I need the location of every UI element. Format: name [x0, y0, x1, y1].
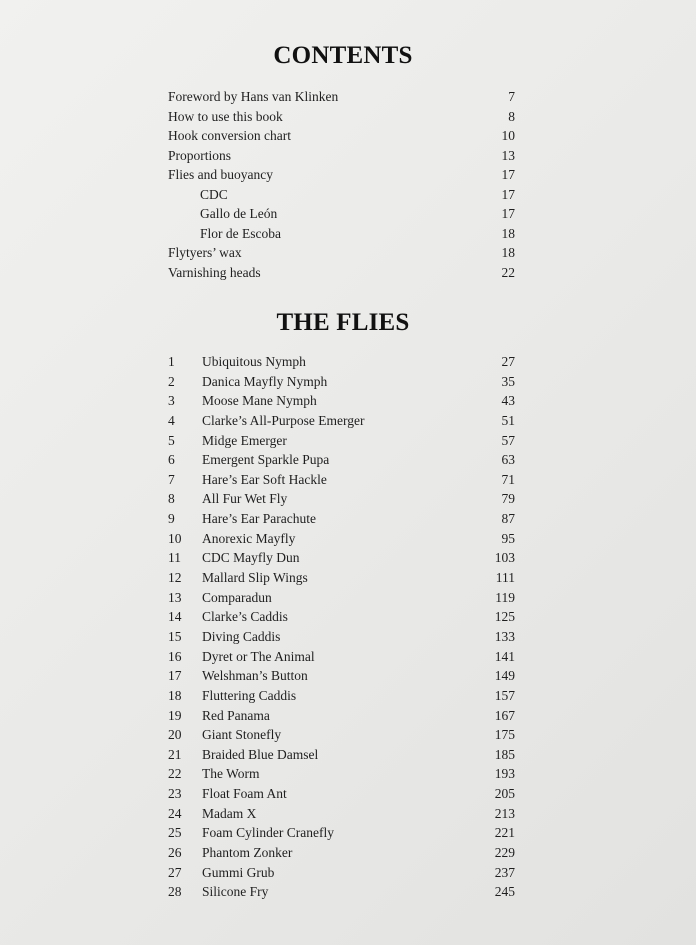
fly-entry — [168, 431, 516, 451]
fly-title: Danica Mayfly Nymph — [202, 373, 328, 389]
fly-title: Phantom Zonker — [202, 845, 293, 861]
toc-entry-title: Flytyers’ wax — [168, 245, 242, 260]
fly-page: 125 — [494, 609, 515, 625]
toc-entry-title: Proportions — [168, 147, 232, 163]
fly-page: 213 — [494, 805, 515, 821]
fly-page: 229 — [494, 845, 515, 861]
fly-number: 10 — [168, 530, 182, 546]
fly-page: 103 — [494, 550, 515, 566]
fly-number: 9 — [168, 511, 175, 527]
toc-entry-page: 7 — [508, 89, 515, 104]
fly-title: All Fur Wet Fly — [202, 491, 288, 507]
fly-entry — [168, 804, 516, 824]
fly-entry — [168, 882, 516, 902]
toc-entry — [168, 107, 516, 127]
fly-number: 8 — [168, 491, 175, 507]
toc-entry — [168, 243, 516, 263]
fly-page: 175 — [494, 727, 515, 743]
fly-page: 35 — [501, 373, 515, 389]
toc-entry-page: 18 — [501, 225, 515, 241]
fly-number: 1 — [168, 354, 175, 369]
fly-entry — [168, 568, 516, 588]
fly-title: Ubiquitous Nymph — [202, 354, 306, 369]
fly-entry — [168, 509, 516, 529]
toc-entry-page: 18 — [501, 245, 515, 260]
fly-page: 167 — [494, 707, 515, 723]
fly-number: 16 — [168, 648, 182, 664]
toc-entry-title: Varnishing heads — [168, 264, 261, 280]
fly-number: 14 — [168, 609, 182, 625]
fly-number: 19 — [168, 707, 182, 723]
fly-title: Welshman’s Button — [202, 668, 308, 684]
toc-entry — [168, 146, 516, 166]
fly-title: Hare’s Ear Parachute — [202, 511, 316, 527]
fly-number: 13 — [168, 589, 182, 605]
toc-entry-title: Gallo de León — [200, 206, 278, 221]
flies-list — [168, 352, 516, 902]
fly-page: 111 — [495, 570, 515, 586]
fly-title: Giant Stonefly — [202, 727, 282, 743]
fly-page: 193 — [494, 766, 515, 782]
fly-entry — [168, 529, 516, 549]
fly-entry — [168, 627, 516, 647]
fly-entry — [168, 725, 516, 745]
contents-heading: CONTENTS — [273, 42, 413, 69]
fly-entry — [168, 764, 516, 784]
fly-title: Midge Emerger — [202, 432, 287, 448]
toc-subentry — [168, 204, 516, 224]
fly-title: Fluttering Caddis — [202, 687, 297, 703]
fly-title: Comparadun — [202, 589, 272, 605]
fly-entry — [168, 843, 516, 863]
fly-number: 6 — [168, 452, 175, 468]
fly-number: 24 — [168, 805, 182, 821]
fly-entry — [168, 391, 516, 411]
fly-title: Red Panama — [202, 707, 270, 723]
toc-entry-page: 22 — [501, 264, 515, 280]
fly-number: 28 — [168, 884, 182, 900]
flies-heading: THE FLIES — [276, 309, 410, 336]
fly-page: 27 — [501, 354, 515, 369]
fly-number: 20 — [168, 727, 182, 743]
fly-entry — [168, 352, 516, 372]
fly-title: Madam X — [202, 805, 257, 821]
contents-list — [168, 87, 516, 282]
fly-title: Foam Cylinder Cranefly — [202, 825, 334, 841]
fly-entry — [168, 823, 516, 843]
fly-page: 87 — [501, 511, 515, 527]
fly-entry — [168, 372, 516, 392]
toc-entry — [168, 87, 516, 107]
fly-number: 4 — [168, 412, 175, 428]
fly-entry — [168, 588, 516, 608]
fly-page: 43 — [501, 393, 515, 409]
fly-page: 221 — [494, 825, 515, 841]
fly-entry — [168, 863, 516, 883]
fly-page: 149 — [494, 668, 515, 684]
fly-title: Moose Mane Nymph — [202, 393, 317, 409]
fly-entry — [168, 411, 516, 431]
fly-entry — [168, 686, 516, 706]
fly-entry — [168, 647, 516, 667]
fly-number: 15 — [168, 628, 182, 644]
fly-page: 51 — [501, 412, 515, 428]
toc-entry-page: 17 — [501, 167, 515, 182]
fly-entry — [168, 706, 516, 726]
fly-title: Hare’s Ear Soft Hackle — [202, 471, 327, 487]
fly-number: 17 — [168, 668, 182, 684]
fly-entry — [168, 470, 516, 490]
toc-entry — [168, 126, 516, 146]
fly-page: 71 — [501, 471, 515, 487]
fly-title: Gummi Grub — [202, 864, 275, 880]
fly-entry — [168, 548, 516, 568]
fly-title: Emergent Sparkle Pupa — [202, 452, 330, 468]
fly-page: 57 — [501, 432, 515, 448]
fly-page: 63 — [501, 452, 515, 468]
fly-title: Dyret or The Animal — [202, 648, 315, 664]
fly-page: 185 — [494, 746, 515, 762]
toc-entry-title: Flor de Escoba — [200, 225, 281, 241]
fly-title: Diving Caddis — [202, 628, 281, 644]
fly-title: Float Foam Ant — [202, 786, 287, 802]
fly-page: 205 — [494, 786, 515, 802]
fly-page: 133 — [494, 628, 515, 644]
fly-number: 27 — [168, 864, 182, 880]
fly-number: 18 — [168, 687, 182, 703]
fly-number: 22 — [168, 766, 182, 782]
toc-entry-title: Hook conversion chart — [168, 128, 291, 143]
fly-title: Anorexic Mayfly — [202, 530, 296, 546]
fly-page: 237 — [494, 864, 515, 880]
fly-entry — [168, 784, 516, 804]
fly-number: 3 — [168, 393, 175, 409]
toc-entry-title: Foreword by Hans van Klinken — [168, 89, 339, 104]
fly-entry — [168, 745, 516, 765]
fly-entry — [168, 450, 516, 470]
fly-number: 11 — [168, 550, 181, 566]
toc-entry-title: CDC — [200, 186, 228, 202]
fly-title: The Worm — [202, 766, 260, 782]
toc-subentry — [168, 224, 516, 244]
fly-title: Mallard Slip Wings — [202, 570, 308, 586]
fly-number: 23 — [168, 786, 182, 802]
toc-subentry — [168, 185, 516, 205]
toc-entry-page: 17 — [501, 186, 515, 202]
fly-page: 245 — [494, 884, 515, 900]
fly-number: 26 — [168, 845, 182, 861]
fly-number: 25 — [168, 825, 182, 841]
fly-number: 2 — [168, 373, 175, 389]
toc-entry — [168, 263, 516, 283]
fly-entry — [168, 666, 516, 686]
fly-number: 12 — [168, 570, 182, 586]
fly-page: 79 — [501, 491, 515, 507]
toc-entry-page: 10 — [501, 128, 515, 143]
toc-entry-page: 13 — [501, 147, 515, 163]
toc-entry-page: 8 — [508, 108, 515, 124]
fly-title: Braided Blue Damsel — [202, 746, 319, 762]
toc-entry-title: Flies and buoyancy — [168, 167, 273, 182]
fly-title: Silicone Fry — [202, 884, 269, 900]
fly-entry — [168, 607, 516, 627]
toc-entry — [168, 165, 516, 185]
fly-title: CDC Mayfly Dun — [202, 550, 300, 566]
toc-entry-page: 17 — [501, 206, 515, 221]
fly-title: Clarke’s All-Purpose Emerger — [202, 412, 365, 428]
fly-page: 119 — [495, 589, 515, 605]
fly-page: 95 — [501, 530, 515, 546]
fly-page: 141 — [494, 648, 515, 664]
fly-number: 21 — [168, 746, 182, 762]
fly-number: 5 — [168, 432, 175, 448]
fly-title: Clarke’s Caddis — [202, 609, 288, 625]
toc-entry-title: How to use this book — [168, 108, 283, 124]
fly-number: 7 — [168, 471, 175, 487]
fly-page: 157 — [494, 687, 515, 703]
fly-entry — [168, 489, 516, 509]
